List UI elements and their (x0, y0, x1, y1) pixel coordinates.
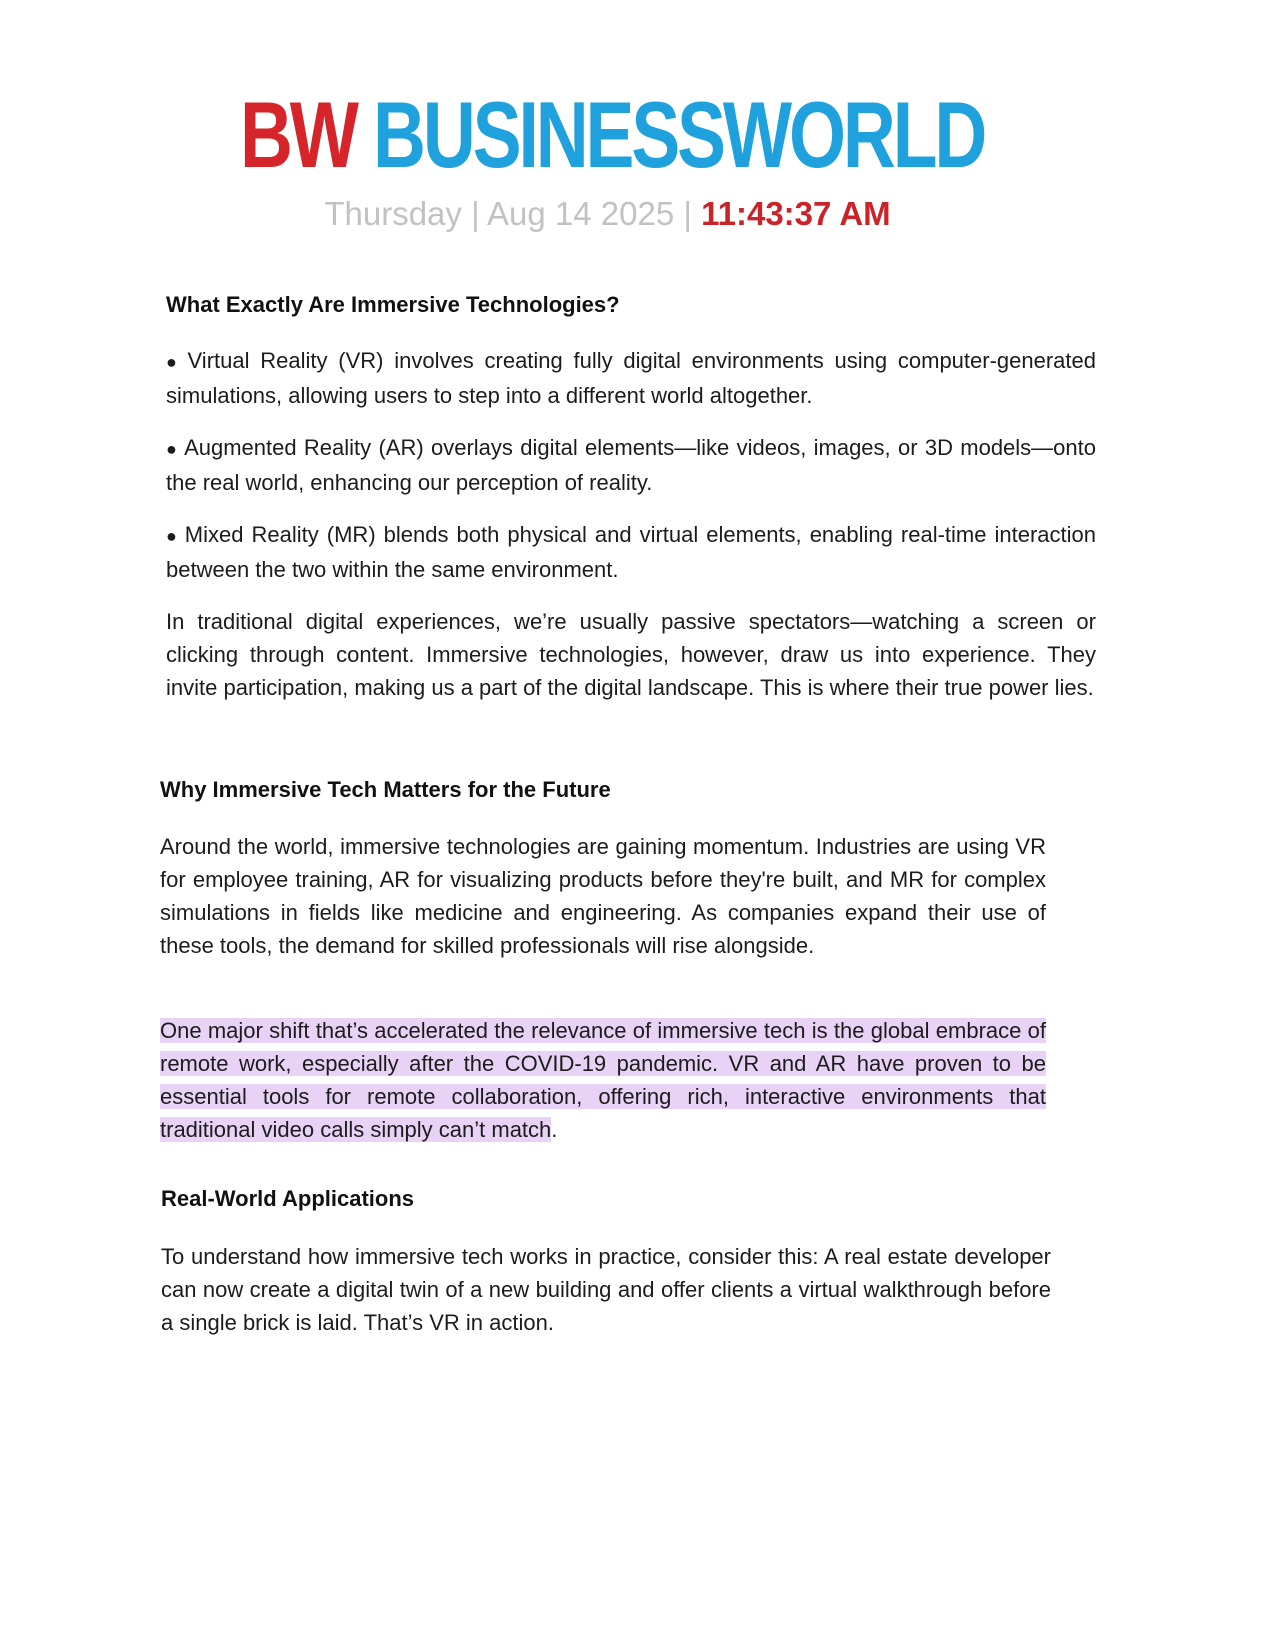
bullet-icon: ● (166, 439, 179, 459)
logo-businessworld: BUSINESSWORLD (373, 82, 985, 187)
dateline-day: Thursday (324, 195, 462, 232)
section-why-immersive-tech (160, 775, 1090, 805)
bullet-item (166, 431, 1096, 499)
paragraph-text: In traditional digital experiences, we’re usually passive spectators—watching a screen or clicking through content. Immersive technologies, however, draw us into experience. They invite participation, making us a part of the digital landscape. This is where their true power lies. (166, 609, 1096, 700)
logo-bw: BW (240, 82, 357, 187)
section-immersive-technologies (166, 290, 1096, 320)
section-real-world-applications (161, 1184, 1091, 1214)
section-heading: Why Immersive Tech Matters for the Future (160, 777, 611, 802)
dateline-separator: | (461, 195, 487, 232)
bullet-item (166, 344, 1096, 412)
paragraph-text: Around the world, immersive technologies are gaining momentum. Industries are using VR for employee training, AR for visualizing products before they're built, and MR for complex simulations in fields like medicine and engineering. As companies expand their use of these tools, the demand for skilled professionals will rise alongside. (160, 834, 1046, 958)
paragraph (161, 1240, 1051, 1339)
bullet-item (166, 518, 1096, 586)
bullet-text: Virtual Reality (VR) involves creating fully digital environments using computer-generated simulations, allowing users to step into a different world altogether. (166, 348, 1096, 408)
masthead (0, 82, 1275, 187)
paragraph-end: . (551, 1117, 558, 1142)
businessworld-logo[interactable] (240, 82, 985, 187)
bullet-icon: ● (166, 526, 179, 546)
dateline (0, 194, 1245, 234)
paragraph-text: To understand how immersive tech works in practice, consider this: A real estate developer can now create a digital twin of a new building and offer clients a virtual walkthrough before a single brick is laid. That’s VR in action. (161, 1244, 1051, 1335)
dateline-separator: | (674, 195, 702, 232)
bullet-text: Mixed Reality (MR) blends both physical and virtual elements, enabling real-time interaction between the two within the same environment. (166, 522, 1097, 582)
paragraph (160, 830, 1046, 962)
highlighted-paragraph (160, 1014, 1046, 1146)
bullet-icon: ● (166, 352, 182, 372)
section-heading: What Exactly Are Immersive Technologies? (166, 292, 620, 317)
paragraph (166, 605, 1096, 704)
dateline-time: 11:43:37 AM (701, 195, 891, 232)
dateline-date: Aug 14 2025 (487, 195, 675, 232)
highlighted-text[interactable]: One major shift that’s accelerated the relevance of immersive tech is the global embrace of remote work, especially after the COVID-19 pandemic. VR and AR have proven to be essential tools for remote collaboration, offering rich, interactive environments that traditional video calls simply can’t match (160, 1018, 1046, 1142)
section-heading: Real-World Applications (161, 1186, 415, 1211)
bullet-text: Augmented Reality (AR) overlays digital elements—like videos, images, or 3D models—onto the real world, enhancing our perception of reality. (166, 435, 1097, 495)
